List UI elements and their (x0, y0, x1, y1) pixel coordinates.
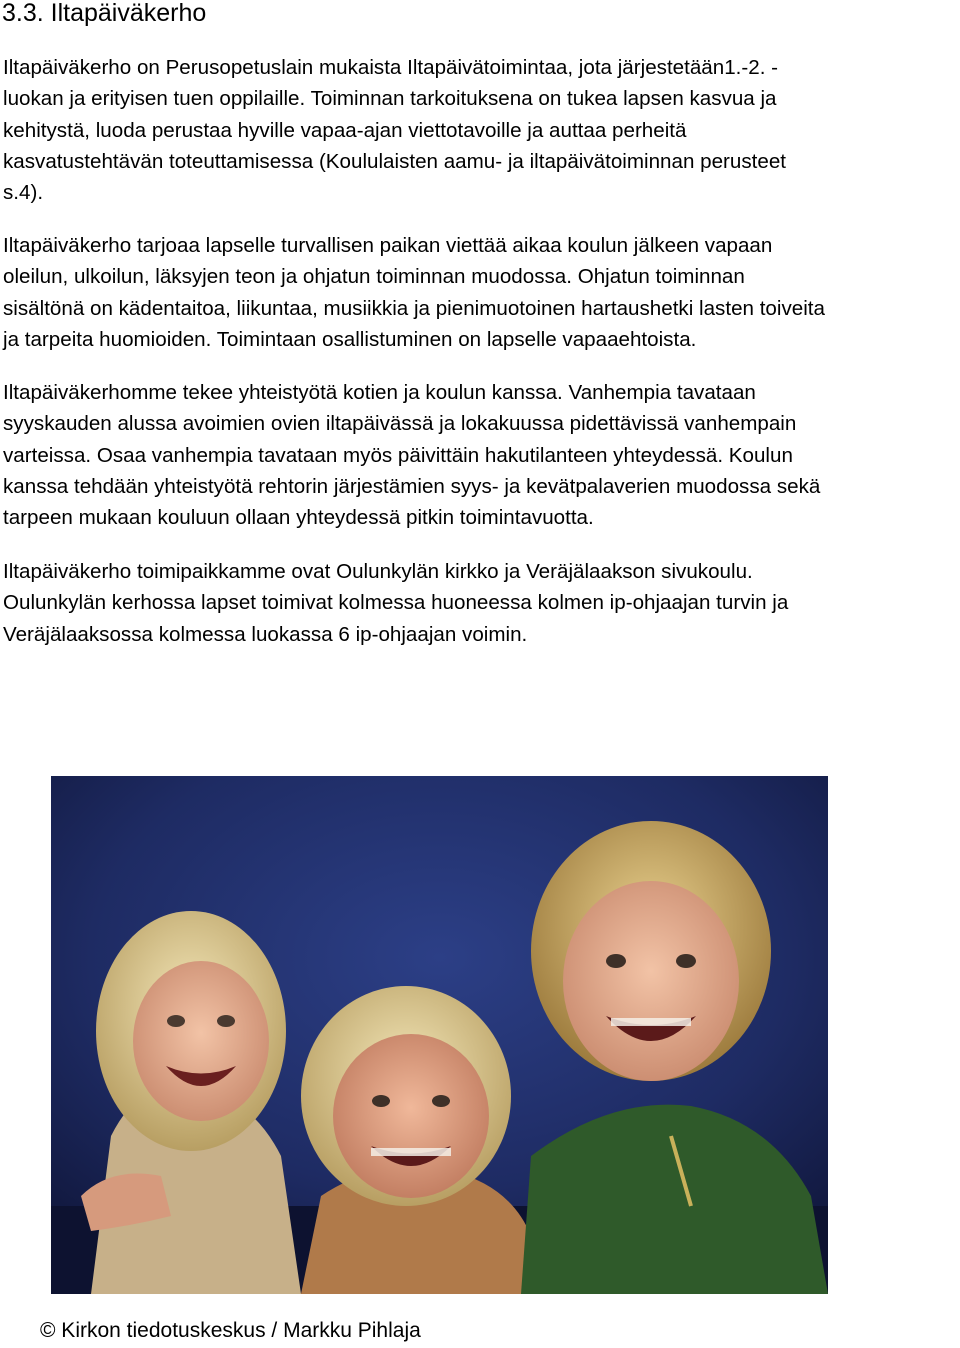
text-line: varteissa. Osaa vanhempia tavataan myös päivittäin hakutilanteen yhteydessä. Koulun (3, 443, 793, 467)
text-line: Veräjälaaksossa kolmessa luokassa 6 ip-ohjaajan voimin. (3, 622, 528, 646)
text-line: Iltapäiväkerho tarjoaa lapselle turvallisen paikan viettää aikaa koulun jälkeen vapaan (3, 234, 773, 257)
paragraph-locations (3, 556, 960, 650)
text-line: kasvatustehtävän toteuttamisessa (Koululaisten aamu- ja iltapäivätoiminnan perusteet (3, 149, 787, 173)
children-photo-illustration (51, 776, 828, 1294)
text-line: Iltapäiväkerho on Perusopetuslain mukaista Iltapäivätoimintaa, jota järjestetään1.-2. - (3, 56, 778, 79)
text-line: s.4). (3, 181, 44, 205)
text-line: sisältönä on kädentaitoa, liikuntaa, musiikkia ja pienimuotoinen hartaushetki lasten toiveita (3, 296, 825, 320)
text-line: syyskauden alussa avoimien ovien iltapäivässä ja lokakuussa pidettävissä vanhempain (3, 412, 797, 436)
text-line: ja tarpeita huomioiden. Toimintaan osallistuminen on lapselle vapaaehtoista. (3, 327, 697, 351)
text-line: oleilun, ulkoilun, läksyjen teon ja ohjatun toiminnan muodossa. Ohjatun toiminnan (3, 265, 745, 289)
children-photo (51, 776, 828, 1294)
text-line: Iltapäiväkerhomme tekee yhteistyötä kotien ja koulun kanssa. Vanhempia tavataan (3, 381, 756, 404)
text-line: tarpeen mukaan kouluun ollaan yhteydessä pitkin toimintavuotta. (3, 506, 594, 530)
paragraph-cooperation (3, 377, 960, 533)
section-heading: 3.3. Iltapäiväkerho (2, 0, 207, 27)
paragraph-intro (3, 52, 960, 208)
text-line: Oulunkylän kerhossa lapset toimivat kolmessa huoneessa kolmen ip-ohjaajan turvin ja (3, 591, 789, 615)
text-line: kehitystä, luoda perustaa hyville vapaa-ajan viettotavoille ja auttaa perheitä (3, 118, 687, 142)
text-line: kanssa tehdään yhteistyötä rehtorin järjestämien syys- ja kevätpalaverien muodossa sekä (3, 474, 821, 498)
photo-credit-caption: © Kirkon tiedotuskeskus / Markku Pihlaja (40, 1319, 421, 1342)
text-line: luokan ja erityisen tuen oppilaille. Toiminnan tarkoituksena on tukea lapsen kasvua ja (3, 87, 777, 111)
paragraph-activities (3, 230, 960, 355)
text-line: Iltapäiväkerho toimipaikkamme ovat Oulunkylän kirkko ja Veräjälaakson sivukoulu. (3, 560, 753, 583)
